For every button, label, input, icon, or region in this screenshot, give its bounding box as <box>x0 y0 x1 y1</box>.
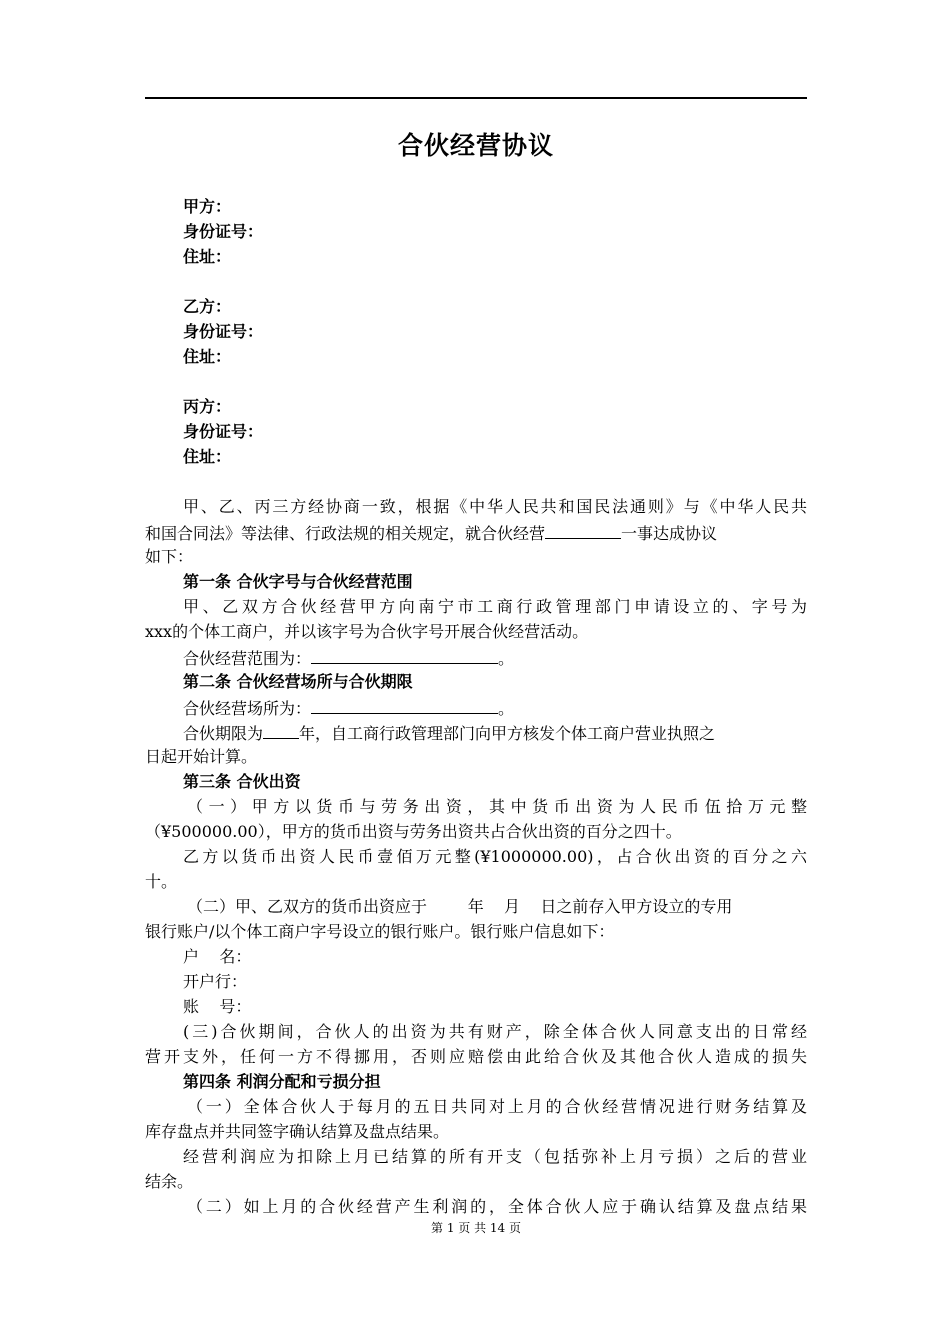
article-4-heading: 第四条 利润分配和亏损分担 <box>183 1072 381 1091</box>
article-2-heading: 第二条 合伙经营场所与合伙期限 <box>183 672 413 691</box>
account-name-label: 户 名： <box>183 947 252 966</box>
header-rule <box>145 97 807 99</box>
article-3-para-4-line-1: (三)合伙期间，合伙人的出资为共有财产，除全体合伙人同意支出的日常经 <box>183 1022 807 1041</box>
intro-text-b: 一事达成协议 <box>621 524 718 543</box>
business-scope-blank <box>311 645 498 664</box>
article-3-para-3-line-2: 银行账户/以个体工商户字号设立的银行账户。银行账户信息如下： <box>145 922 615 941</box>
business-scope-end: 。 <box>498 649 515 668</box>
article-4-para-2-line-1: 经营利润应为扣除上月已结算的所有开支（包括弥补上月亏损）之后的营业 <box>183 1147 807 1166</box>
intro-line-2 <box>145 520 807 546</box>
article-1-para-line-2: xxx的个体工商户，并以该字号为合伙字号开展合伙经营活动。 <box>145 622 589 641</box>
business-scope-label: 合伙经营范围为： <box>183 649 312 668</box>
article-4-para-1-line-2: 库存盘点并共同签字确认结算及盘点结果。 <box>145 1122 450 1141</box>
party-a-id-label: 身份证号： <box>183 222 264 241</box>
article-3-para-2-line-2: 十。 <box>145 872 178 891</box>
party-b-name-label: 乙方： <box>183 297 232 316</box>
article-1-para-line-1: 甲、乙双方合伙经营甲方向南宁市工商行政管理部门申请设立的、字号为 <box>183 597 807 616</box>
business-place-label: 合伙经营场所为： <box>183 699 312 718</box>
article-4-para-2-line-2: 结余。 <box>145 1172 194 1191</box>
intro-line-3: 如下： <box>145 547 194 566</box>
account-number-label: 账 号： <box>183 997 252 1016</box>
article-3-para-4-line-2: 营开支外，任何一方不得挪用，否则应赔偿由此给合伙及其他合伙人造成的损失 <box>145 1047 807 1066</box>
business-place-line <box>145 695 807 721</box>
party-a-name-label: 甲方： <box>183 197 232 216</box>
party-a-address-label: 住址： <box>183 247 232 266</box>
business-blank <box>545 520 621 539</box>
document-title: 合伙经营协议 <box>397 131 554 160</box>
account-bank-label: 开户行： <box>183 972 248 991</box>
article-3-heading: 第三条 合伙出资 <box>183 772 301 791</box>
term-label: 合伙期限为 <box>183 724 264 743</box>
article-3-para-2-line-1: 乙方以货币出资人民币壹佰万元整(¥1000000.00)，占合伙出资的百分之六 <box>183 847 807 866</box>
term-text: 年，自工商行政管理部门向甲方核发个体工商户营业执照之 <box>299 724 716 743</box>
business-place-end: 。 <box>498 699 515 718</box>
article-1-heading: 第一条 合伙字号与合伙经营范围 <box>183 572 413 591</box>
party-b-address-label: 住址： <box>183 347 232 366</box>
business-scope-line <box>145 645 807 671</box>
business-place-blank <box>311 695 498 714</box>
article-4-para-3-line-1: （二）如上月的合伙经营产生利润的，全体合伙人应于确认结算及盘点结果 <box>187 1197 807 1216</box>
term-years-blank <box>263 720 299 739</box>
intro-text-a: 和国合同法》等法律、行政法规的相关规定，就合伙经营 <box>145 524 546 543</box>
party-c-address-label: 住址： <box>183 447 232 466</box>
party-c-id-label: 身份证号： <box>183 422 264 441</box>
page-footer: 第 1 页 共 14 页 <box>431 1221 521 1235</box>
party-c-name-label: 丙方： <box>183 397 232 416</box>
article-3-para-1-line-2: （¥500000.00），甲方的货币出资与劳务出资共占合伙出资的百分之四十。 <box>145 822 682 841</box>
term-line-2: 日起开始计算。 <box>145 747 258 766</box>
term-line-1 <box>145 720 807 746</box>
article-3-para-3-line-1: （二）甲、乙双方的货币出资应于 年 月 日之前存入甲方设立的专用 <box>187 897 733 916</box>
article-3-para-1-line-1: （一）甲方以货币与劳务出资，其中货币出资为人民币伍拾万元整 <box>187 797 807 816</box>
intro-line-1: 甲、乙、丙三方经协商一致，根据《中华人民共和国民法通则》与《中华人民共 <box>183 497 807 516</box>
article-4-para-1-line-1: （一）全体合伙人于每月的五日共同对上月的合伙经营情况进行财务结算及 <box>187 1097 807 1116</box>
party-b-id-label: 身份证号： <box>183 322 264 341</box>
